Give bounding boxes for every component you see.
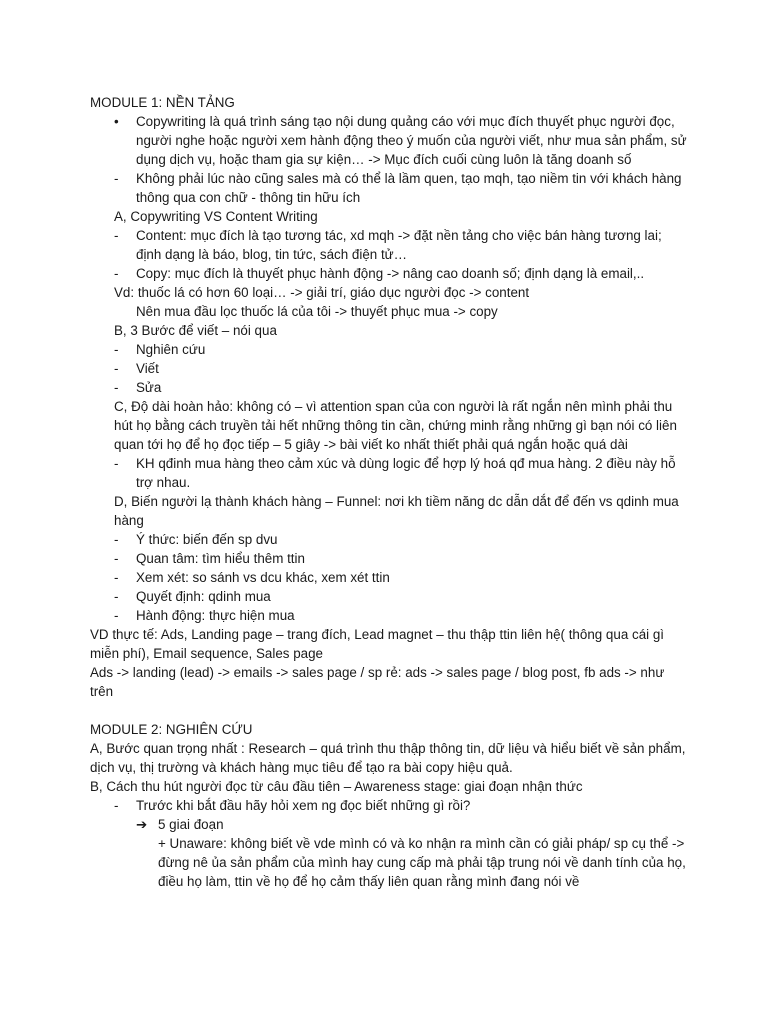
bullet-dash-icon: -	[114, 266, 119, 281]
list-item-text: Quan tâm: tìm hiểu thêm ttin	[136, 551, 305, 566]
bullet-dash-icon: -	[114, 798, 119, 813]
paragraph-line: A, Copywriting VS Content Writing	[114, 209, 318, 224]
paragraph-line: Nên mua đầu lọc thuốc lá của tôi -> thuyết phục mua -> copy	[136, 304, 498, 319]
list-item	[90, 378, 690, 397]
paragraph-line: D, Biến người lạ thành khách hàng – Funnel: nơi kh tiềm năng dc dẫn dắt để đến vs qdinh mua hàng	[114, 494, 679, 528]
paragraph-line: B, Cách thu hút người đọc từ câu đầu tiên – Awareness stage: giai đoạn nhận thức	[90, 779, 583, 794]
bullet-dash-icon: -	[114, 532, 119, 547]
list-item	[90, 264, 690, 283]
list-item	[90, 112, 690, 169]
list-item	[90, 340, 690, 359]
list-item-text: Viết	[136, 361, 159, 376]
list-item-text: Content: mục đích là tạo tương tác, xd mqh -> đặt nền tảng cho việc bán hàng tương lai; định dạng là báo, blog, tin tức, sách điện tử…	[136, 228, 662, 262]
paragraph-line: MODULE 2: NGHIÊN CỨU	[90, 722, 253, 737]
paragraph-line: Vd: thuốc lá có hơn 60 loại… -> giải trí, giáo dục người đọc -> content	[114, 285, 530, 300]
bullet-dash-icon: -	[114, 342, 119, 357]
bullet-dash-icon: -	[114, 589, 119, 604]
arrow-right-icon: ➔	[136, 817, 148, 832]
paragraph-line: A, Bước quan trọng nhất : Research – quá trình thu thập thông tin, dữ liệu và hiểu biết về sản phẩm, dịch vụ, thị trường và khách hàng mục tiêu để tạo ra bài copy hiệu quả.	[90, 741, 686, 775]
list-item-text: Xem xét: so sánh vs dcu khác, xem xét ttin	[136, 570, 390, 585]
paragraph-line: VD thực tế: Ads, Landing page – trang đích, Lead magnet – thu thập ttin liên hệ( thông qua cái gì miễn phí), Email sequence, Sales page	[90, 627, 664, 661]
list-item	[90, 549, 690, 568]
bullet-dash-icon: -	[114, 228, 119, 243]
list-item-text: KH qđinh mua hàng theo cảm xúc và dùng logic để hợp lý hoá qđ mua hàng. 2 điều này hỗ trợ nhau.	[136, 456, 676, 490]
blank-line	[90, 701, 690, 720]
list-item-text: Quyết định: qdinh mua	[136, 589, 271, 604]
bullet-dash-icon: -	[114, 171, 119, 186]
list-item-text: Sửa	[136, 380, 162, 395]
paragraph-line: Ads -> landing (lead) -> emails -> sales page / sp rẻ: ads -> sales page / blog post, fb ads -> như trên	[90, 665, 665, 699]
list-item	[90, 606, 690, 625]
bullet-dot-icon: •	[114, 114, 119, 129]
bullet-dash-icon: -	[114, 361, 119, 376]
list-item	[90, 226, 690, 264]
list-item-text: Copy: mục đích là thuyết phục hành động -> nâng cao doanh số; định dạng là email,..	[136, 266, 645, 281]
list-item	[90, 568, 690, 587]
paragraph-line: + Unaware: không biết về vde mình có và ko nhận ra mình cần có giải pháp/ sp cụ thể -> đừng nê ủa sản phẩm của mình hay cung cấp mà phải tập trung nói về danh tính của họ, điều họ làm, ttin về họ để họ cảm thấy liên quan rằng mình đang nói về	[158, 836, 686, 889]
list-item-text: Nghiên cứu	[136, 342, 206, 357]
paragraph-line: MODULE 1: NỀN TẢNG	[90, 95, 235, 110]
list-item	[90, 796, 690, 815]
paragraph-line: C, Độ dài hoàn hảo: không có – vì attention span của con người là rất ngắn nên mình phải thu hút họ bằng cách truyền tải hết những thông tin cần, chứng minh rằng những gì bạn nói có liên quan tới họ để họ đọc tiếp – 5 giây -> bài viết ko nhất thiết phải quá ngắn hoặc quá dài	[114, 399, 677, 452]
list-item-text: Copywriting là quá trình sáng tạo nội dung quảng cáo với mục đích thuyết phục người đọc, người nghe hoặc người xem hành động theo ý muốn của người viết, như mua sản phẩm, sử dụng dịch vụ, hoặc tham gia sự kiện… -> Mục đích cuối cùng luôn là tăng doanh số	[136, 114, 687, 167]
list-item-text: Trước khi bắt đầu hãy hỏi xem ng đọc biết những gì rồi?	[136, 798, 471, 813]
list-item	[90, 454, 690, 492]
list-item-text: Hành động: thực hiện mua	[136, 608, 295, 623]
document-body	[90, 93, 690, 891]
bullet-dash-icon: -	[114, 456, 119, 471]
list-item-text: 5 giai đoạn	[158, 817, 224, 832]
bullet-dash-icon: -	[114, 608, 119, 623]
list-item	[90, 815, 690, 834]
bullet-dash-icon: -	[114, 380, 119, 395]
list-item	[90, 359, 690, 378]
list-item-text: Ý thức: biến đến sp dvu	[136, 532, 278, 547]
list-item	[90, 587, 690, 606]
list-item	[90, 530, 690, 549]
paragraph-line: B, 3 Bước để viết – nói qua	[114, 323, 277, 338]
list-item	[90, 169, 690, 207]
bullet-dash-icon: -	[114, 551, 119, 566]
bullet-dash-icon: -	[114, 570, 119, 585]
list-item-text: Không phải lúc nào cũng sales mà có thể là lầm quen, tạo mqh, tạo niềm tin với khách hàng thông qua con chữ - thông tin hữu ích	[136, 171, 682, 205]
